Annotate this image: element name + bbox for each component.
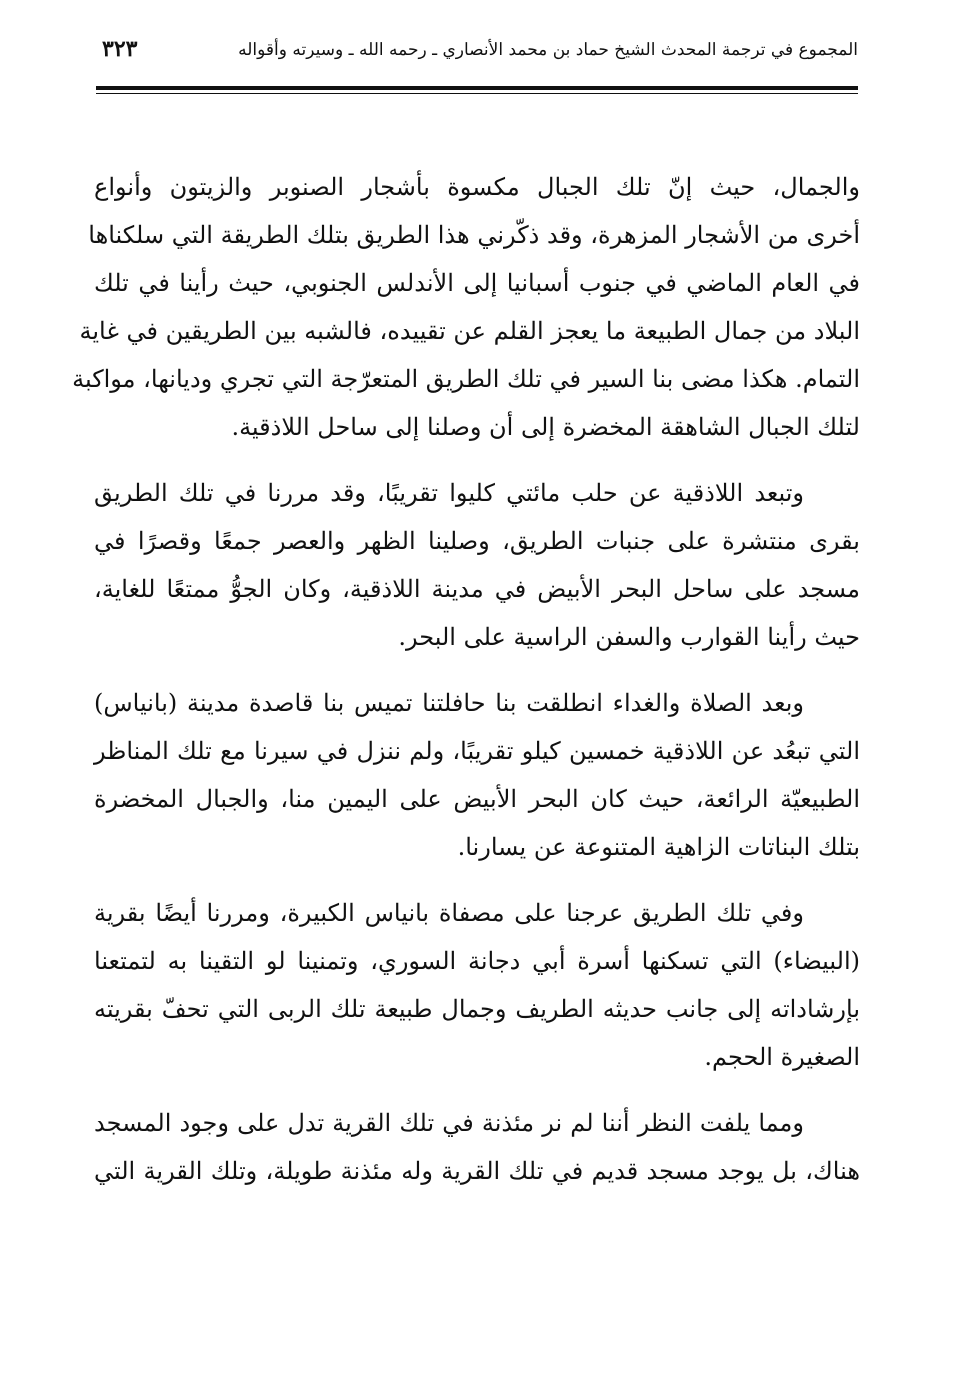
text-line: والجمال، حيث إنّ تلك الجبال مكسوة بأشجار الصنوبر والزيتون وأنواع — [94, 173, 860, 201]
header-rule-thick — [96, 86, 858, 90]
text-line: أخرى من الأشجار المزهرة، وقد ذكّرني هذا الطريق بتلك الطريقة التي سلكناها — [88, 221, 860, 249]
text-line: الطبيعيّة الرائعة، حيث كان البحر الأبيض على اليمين منا، والجبال المخضرة — [94, 785, 860, 813]
body-text — [72, 163, 860, 1213]
paragraph-3 — [94, 679, 860, 871]
paragraph-5 — [94, 1099, 860, 1195]
text-line: وتبعد اللاذقية عن حلب مائتي كليوا تقريبًا، وقد مررنا في تلك الطريق — [94, 479, 804, 507]
text-line: لتلك الجبال الشاهقة المخضرة إلى أن وصلنا إلى ساحل اللاذقية. — [231, 413, 860, 441]
text-line: التمام. هكذا مضى بنا السير في تلك الطريق المتعرّجة التي تجري وديانها، مواكبة — [72, 365, 860, 393]
text-line: وبعد الصلاة والغداء انطلقت بنا حافلتنا تميس بنا قاصدة مدينة (بانياس) — [94, 689, 804, 717]
running-title: المجموع في ترجمة المحدث الشيخ حماد بن محمد الأنصاري ـ رحمه الله ـ وسيرته وأقواله — [238, 40, 858, 60]
text-line: وفي تلك الطريق عرجنا على مصفاة بانياس الكبيرة، ومررنا أيضًا بقرية — [94, 899, 804, 927]
page-number: ٣٢٣ — [102, 36, 138, 62]
header-rule-thin — [96, 93, 858, 94]
text-line: الصغيرة الحجم. — [704, 1043, 860, 1071]
text-line: (البيضاء) التي تسكنها أسرة أبي دجانة السوري، وتمنينا لو التقينا به لتمتعنا — [94, 947, 860, 975]
text-line: في العام الماضي في جنوب أسبانيا إلى الأندلس الجنوبي، حيث رأينا في تلك — [94, 269, 860, 297]
text-line: التي تبعُد عن اللاذقية خمسين كيلو تقريبًا، ولم ننزل في سيرنا مع تلك المناظر — [94, 737, 860, 765]
text-line: بإرشاداته إلى جانب حديثه الطريف وجمال طبيعة تلك الربى التي تحفّ بقريته — [94, 995, 860, 1023]
text-line: ومما يلفت النظر أننا لم نر مئذنة في تلك القرية تدل على وجود المسجد — [94, 1109, 804, 1137]
paragraph-2 — [94, 469, 860, 661]
text-line: بقرى منتشرة على جنبات الطريق، وصلينا الظهر والعصر جمعًا وقصرًا في — [94, 527, 860, 555]
paragraph-1 — [72, 163, 860, 451]
text-line: مسجد على ساحل البحر الأبيض في مدينة اللاذقية، وكان الجوُّ ممتعًا للغاية، — [94, 575, 860, 603]
text-line: بتلك البناتات الزاهية المتنوعة عن يسارنا. — [457, 833, 860, 861]
text-line: هناك، بل يوجد مسجد قديم في تلك القرية وله مئذنة طويلة، وتلك القرية التي — [94, 1157, 860, 1185]
page-header — [92, 30, 858, 70]
paragraph-4 — [94, 889, 860, 1081]
text-line: حيث رأينا القوارب والسفن الراسية على البحر. — [398, 623, 860, 651]
text-line: البلاد من جمال الطبيعة ما يعجز القلم عن تقييده، فالشبه بين الطريقين في غاية — [79, 317, 860, 345]
